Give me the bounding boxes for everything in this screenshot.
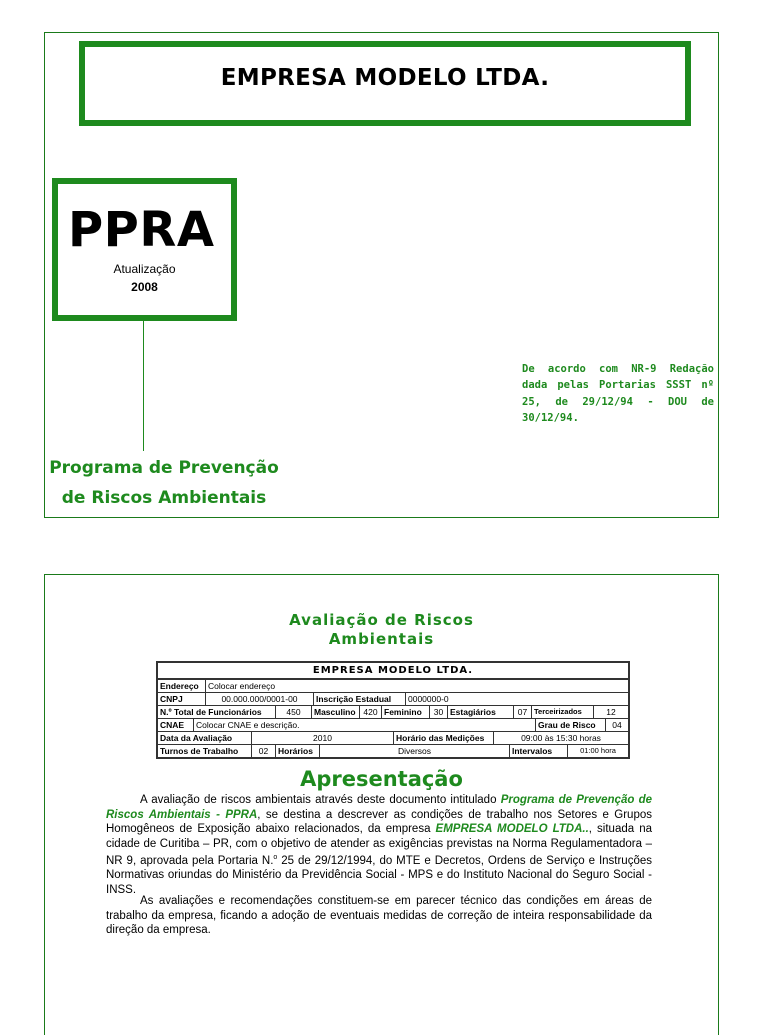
total-label: N.º Total de Funcionários bbox=[158, 706, 276, 718]
p1-text-e: , situada na cidade de Curitiba – PR, com o objetivo de atender as exigências previstas na Norma Regulamentadora – NR 9, aprovada pela Portaria N. bbox=[106, 823, 652, 867]
evaluation-title bbox=[45, 611, 718, 649]
evaluation-title-line2: Ambientais bbox=[328, 630, 435, 648]
nr-reference-text: De acordo com NR-9 Redação dada pelas Portarias SSST nº 25, de 29/12/94 - DOU de 30/12/94. bbox=[522, 363, 714, 424]
apresentacao-paragraph-2 bbox=[106, 894, 652, 938]
inscricao-value: 0000000-0 bbox=[408, 694, 449, 704]
data-avaliacao-label: Data da Avaliação bbox=[158, 732, 252, 744]
horarios-value: Diversos bbox=[320, 745, 510, 757]
grau-risco-value: 04 bbox=[612, 720, 622, 730]
cnpj-value: 00.000.000/0001-00 bbox=[206, 693, 314, 705]
estagiarios-label: Estagiários bbox=[448, 706, 514, 718]
update-year: 2008 bbox=[131, 280, 158, 294]
p1-program-name: Programa de Prevenção de Riscos Ambientais - PPRA bbox=[106, 794, 653, 821]
table-header: EMPRESA MODELO LTDA. bbox=[158, 663, 628, 680]
feminino-value: 30 bbox=[430, 706, 448, 718]
evaluation-title-line1: Avaliação de Riscos bbox=[289, 611, 474, 629]
horarios-label: Horários bbox=[276, 745, 320, 757]
table-row bbox=[158, 719, 628, 732]
terceirizados-value: 12 bbox=[606, 707, 616, 717]
endereco-value: Colocar endereço bbox=[208, 681, 276, 691]
p1-company-name: EMPRESA MODELO LTDA.. bbox=[435, 823, 589, 835]
ppra-box bbox=[52, 178, 237, 321]
program-title-line2: de Riscos Ambientais bbox=[61, 488, 267, 508]
table-row bbox=[158, 745, 628, 757]
masculino-label: Masculino bbox=[312, 706, 360, 718]
apresentacao-title: Apresentação bbox=[300, 767, 463, 791]
p1-text-a: A avaliação de riscos ambientais através deste documento intitulado bbox=[140, 794, 501, 806]
connector-line bbox=[143, 321, 144, 451]
cnae-label: CNAE bbox=[158, 719, 194, 731]
evaluation-page bbox=[44, 574, 719, 1035]
company-info-table bbox=[156, 661, 630, 759]
cnpj-label: CNPJ bbox=[158, 693, 206, 705]
p2-text: As avaliações e recomendações constituem-se em parecer técnico das condições em áreas de trabalho da empresa, ficando a adoção de eventuais medidas de correção de inteira responsabilidade da direção da empresa. bbox=[106, 895, 652, 936]
horario-medicoes-value: 09:00 às 15:30 horas bbox=[521, 733, 601, 743]
program-title-line1: Programa de Prevenção bbox=[49, 458, 279, 478]
cnae-value: Colocar CNAE e descrição. bbox=[194, 719, 536, 731]
program-title bbox=[33, 453, 295, 513]
ppra-title: PPRA bbox=[68, 202, 215, 258]
company-box bbox=[79, 41, 691, 126]
horario-medicoes-label: Horário das Medições bbox=[394, 732, 494, 744]
table-row bbox=[158, 693, 628, 706]
feminino-label: Feminino bbox=[382, 706, 430, 718]
inscricao-label: Inscrição Estadual bbox=[314, 693, 406, 705]
turnos-label: Turnos de Trabalho bbox=[158, 745, 252, 757]
p1-text-c: , se destina a descrever as condições de trabalho nos Setores e Grupos Homogêneos de Exposição abaixo relacionados, da empresa bbox=[106, 808, 652, 835]
p1-text-f: 25 de 29/12/1994, do MTE e Decretos, Ordens de Serviço e Instruções Normativas oriundas do Ministério da Previdência Social - MPS e do Instituto Nacional do Seguro Social - INSS. bbox=[106, 854, 652, 896]
grau-risco-label: Grau de Risco bbox=[536, 719, 606, 731]
cover-page bbox=[44, 32, 719, 518]
turnos-value: 02 bbox=[252, 745, 276, 757]
table-row bbox=[158, 706, 628, 719]
p1-superscript: o bbox=[273, 854, 278, 861]
update-label: Atualização bbox=[113, 262, 176, 276]
table-row bbox=[158, 680, 628, 693]
intervalos-value: 01:00 hora bbox=[580, 746, 616, 755]
data-avaliacao-value: 2010 bbox=[252, 732, 394, 744]
terceirizados-label: Terceirizados bbox=[532, 706, 594, 718]
intervalos-label: Intervalos bbox=[510, 745, 568, 757]
total-value: 450 bbox=[276, 706, 312, 718]
estagiarios-value: 07 bbox=[514, 706, 532, 718]
endereco-label: Endereço bbox=[158, 680, 206, 692]
company-title: EMPRESA MODELO LTDA. bbox=[220, 65, 550, 91]
apresentacao-paragraph-1 bbox=[106, 793, 652, 897]
masculino-value: 420 bbox=[360, 706, 382, 718]
table-row bbox=[158, 732, 628, 745]
